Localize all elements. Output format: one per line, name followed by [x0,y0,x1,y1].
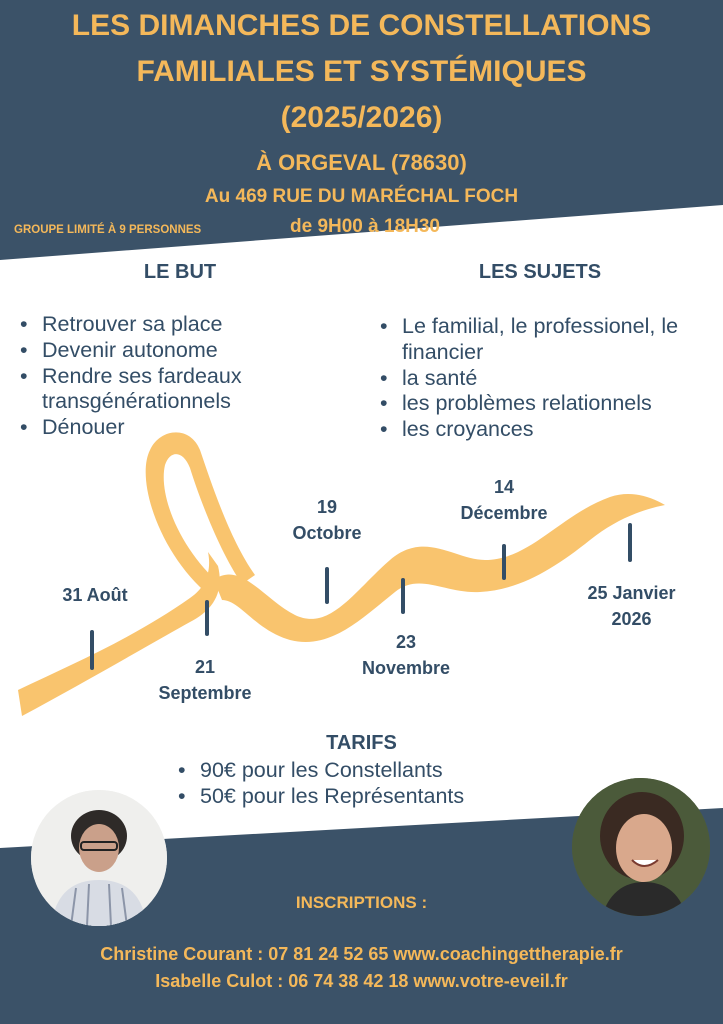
date-day: 19 [316,497,338,517]
but-item: • Devenir autonome [18,338,318,364]
title-line-1: LES DIMANCHES DE CONSTELLATIONS [71,9,652,42]
sujets-item: • la santé [378,366,718,392]
date-19-octobre [262,494,392,546]
title-line-3: (2025/2026) [280,101,443,134]
group-limit: GROUPE LIMITÉ À 9 PERSONNES [14,224,202,236]
title-line-2: FAMILIALES ET SYSTÉMIQUES [136,55,587,88]
contact-christine: Christine Courant : 07 81 24 52 65 www.coachingettherapie.fr [100,944,623,964]
date-label: 31 Août [62,585,128,605]
tarif-item: • 50€ pour les Représentants [176,784,556,810]
location: À ORGEVAL (78630) [256,150,467,175]
date-month: Octobre [292,523,362,544]
tarifs-heading: TARIFS [326,732,397,754]
date-year: 2026 [611,609,652,630]
but-list [18,312,318,441]
date-month: Novembre [361,658,451,679]
but-item: • Retrouver sa place [18,312,318,338]
but-heading: LE BUT [143,261,217,283]
date-day: 25 Janvier [587,583,676,603]
date-day: 23 [395,632,417,652]
tarifs-list [176,758,556,810]
date-21-septembre [130,654,280,706]
date-month: Septembre [158,683,252,704]
date-31-aout [40,582,150,608]
address: Au 469 RUE DU MARÉCHAL FOCH [204,186,519,207]
sujets-item: • les problèmes relationnels [378,391,718,417]
contact-isabelle: Isabelle Culot : 06 74 38 42 18 www.votre-eveil.fr [155,971,568,991]
ribbon-loop [146,432,255,596]
sujets-item: • Le familial, le professionel, le financier [378,314,718,366]
date-25-janvier [564,580,699,632]
date-14-decembre [434,474,574,526]
but-item: • Rendre ses fardeaux transgénérationnels [18,364,318,416]
inscriptions-heading: INSCRIPTIONS : [295,893,428,912]
date-day: 14 [493,477,515,497]
hours: de 9H00 à 18H30 [290,216,440,237]
date-23-novembre [336,629,476,681]
but-item: • Dénouer [18,415,318,441]
sujets-item: • les croyances [378,417,718,443]
tarif-item: • 90€ pour les Constellants [176,758,556,784]
sujets-list [378,314,718,443]
sujets-heading: LES SUJETS [478,261,602,283]
date-month: Décembre [460,503,548,524]
date-day: 21 [194,657,216,677]
